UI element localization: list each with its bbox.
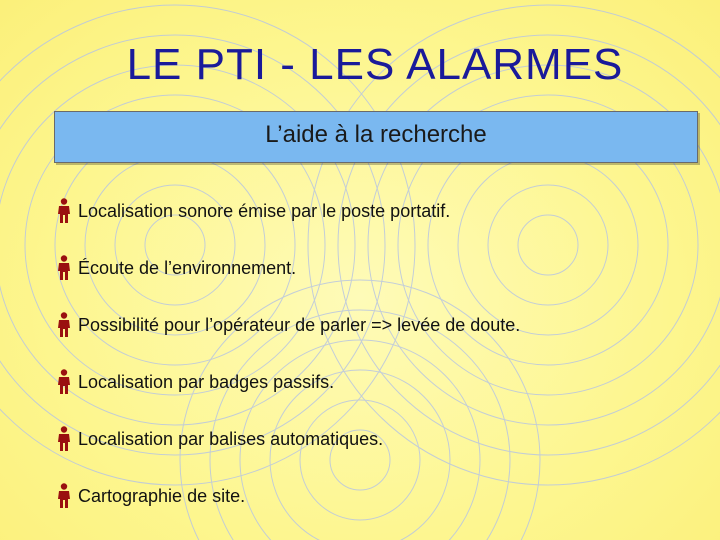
bullet-text: Localisation par badges passifs.: [78, 371, 335, 392]
list-item: [56, 481, 245, 511]
bullet-text: Localisation sonore émise par le poste portatif.: [78, 200, 451, 221]
list-item: [56, 424, 383, 454]
bullet-text: Cartographie de site.: [78, 485, 246, 506]
person-icon: [56, 483, 72, 509]
subtitle-banner: [54, 111, 698, 163]
person-icon: [56, 426, 72, 452]
person-icon: [56, 255, 72, 281]
person-icon: [56, 198, 72, 224]
bullet-text: Localisation par balises automatiques.: [78, 428, 384, 449]
list-item: [56, 196, 450, 226]
list-item: [56, 367, 334, 397]
subtitle-text: L’aide à la recherche: [265, 121, 487, 148]
bullet-text: Écoute de l’environnement.: [78, 257, 297, 278]
person-icon: [56, 369, 72, 395]
list-item: [56, 253, 296, 283]
slide-title: LE PTI - LES ALARMES: [126, 40, 624, 89]
list-item: [56, 310, 520, 340]
person-icon: [56, 312, 72, 338]
bullet-text: Possibilité pour l’opérateur de parler => levée de doute.: [78, 314, 521, 335]
